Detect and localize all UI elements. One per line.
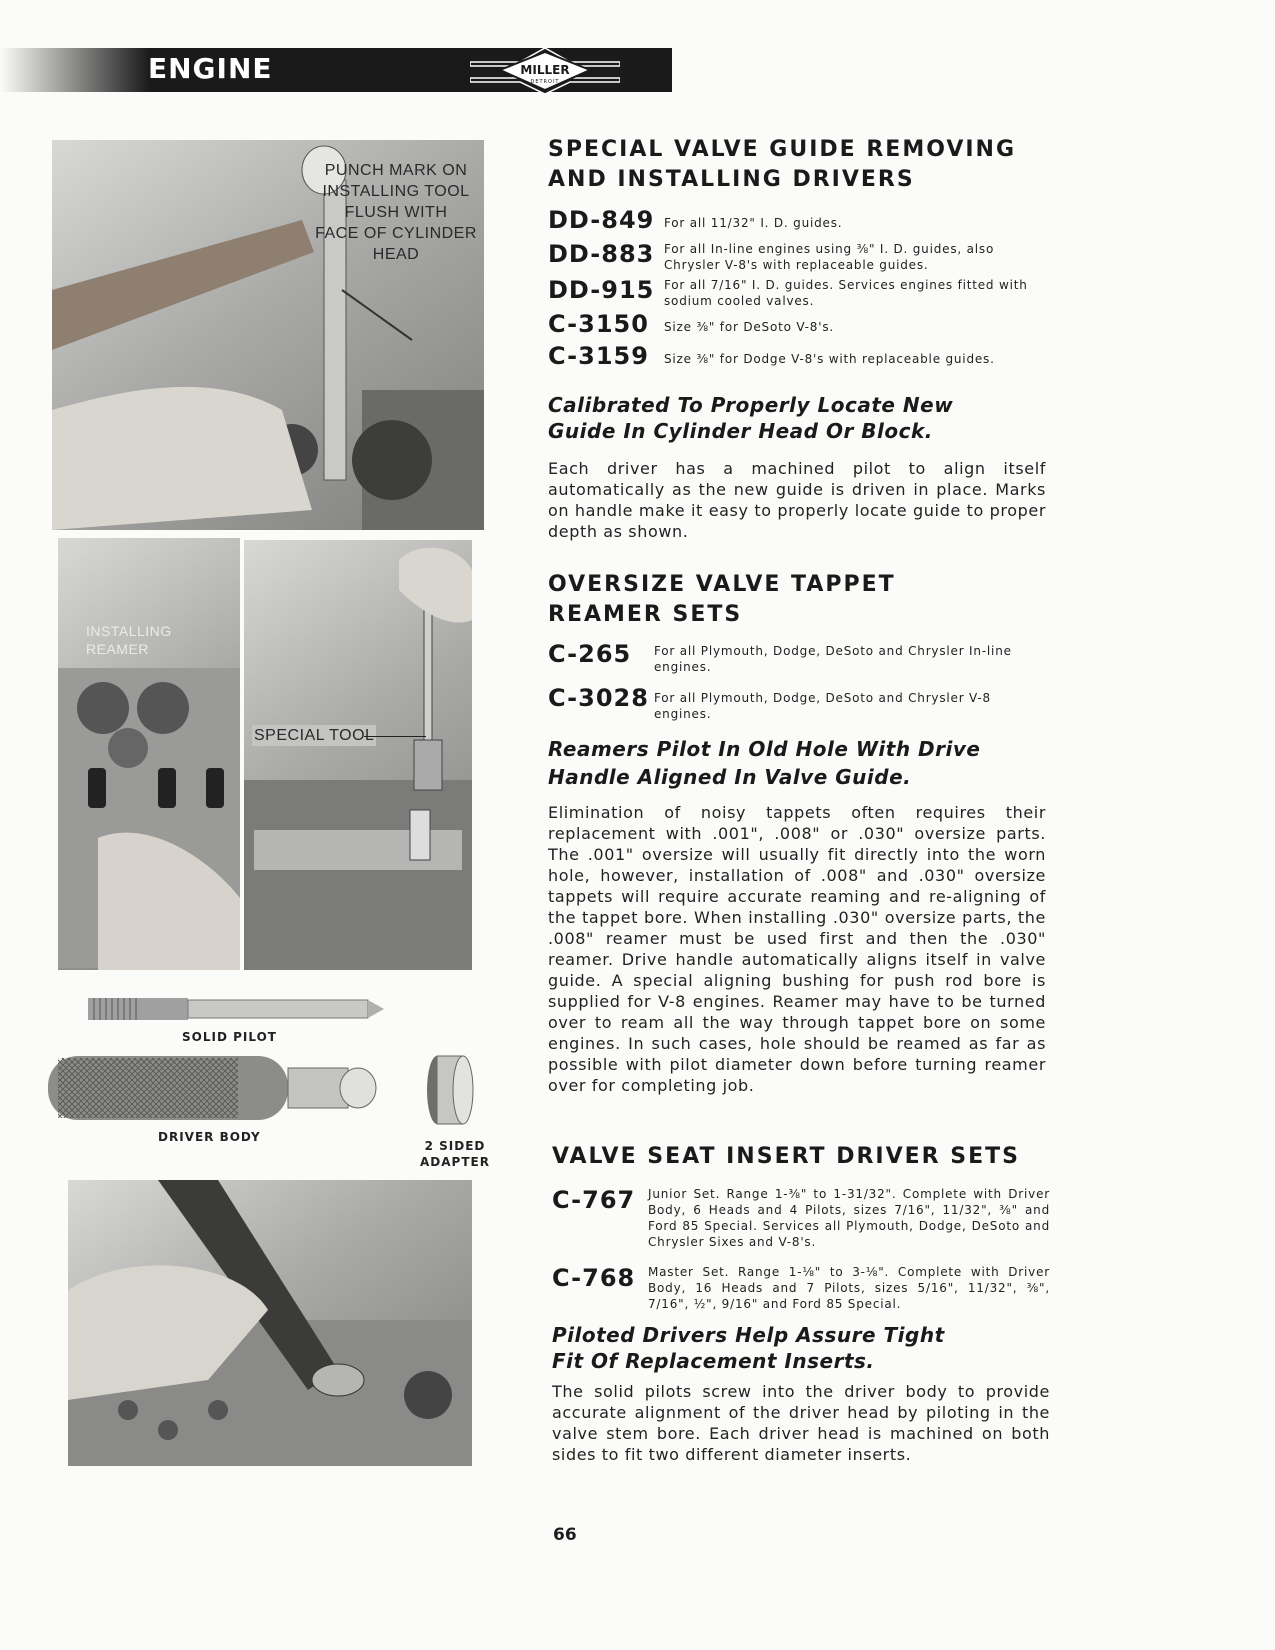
caption-line: 2 SIDED <box>424 1139 486 1153</box>
part-number: C-767 <box>552 1186 636 1214</box>
part-description: Junior Set. Range 1-⅜" to 1-31/32". Complete with Driver Body, 6 Heads and 4 Pilots, sizes 7/16", 11/32", ⅜" and Ford 85 Special. Services all Plymouth, Dodge, DeSoto and Chrysler Sixes and V-8's. <box>648 1187 1050 1249</box>
part-number: C-265 <box>548 640 632 668</box>
part-number: C-3150 <box>548 310 649 338</box>
section-2-title <box>548 570 1228 630</box>
part-description: For all 11/32" I. D. guides. <box>664 216 843 230</box>
figure-valve-seat-driver-photo <box>68 1180 472 1466</box>
part-description: Size ⅜" for Dodge V-8's with replaceable guides. <box>664 352 995 366</box>
figure-valve-guide-installing-photo <box>52 140 484 530</box>
section-2-subhead <box>548 735 1048 791</box>
title-line: AND INSTALLING DRIVERS <box>548 167 915 192</box>
part-row <box>548 240 1052 273</box>
part-row <box>548 276 1052 309</box>
driver-body-drawing <box>48 1050 388 1126</box>
driver-body-caption: DRIVER BODY <box>158 1130 261 1144</box>
callout-line: INSTALLING TOOL <box>322 183 470 200</box>
callout-line: FLUSH WITH <box>344 204 448 221</box>
part-description: For all 7/16" I. D. guides. Services engines fitted with sodium cooled valves. <box>664 278 1028 308</box>
section-3-parts-list <box>552 1186 1052 1312</box>
part-row <box>548 206 1052 234</box>
callout-line: FACE OF CYLINDER <box>315 225 477 242</box>
figure-1-callout <box>308 160 484 265</box>
figure-special-tool-photo <box>244 540 472 970</box>
subhead-line: Calibrated To Properly Locate New <box>548 393 954 417</box>
page-number: 66 <box>553 1525 577 1545</box>
part-row <box>552 1186 1050 1250</box>
part-row <box>548 684 1052 722</box>
section-3-title <box>552 1142 1232 1172</box>
miller-logo <box>470 44 620 96</box>
section-1-title <box>548 135 1228 195</box>
adapter-drawing <box>425 1050 475 1130</box>
solid-pilot-caption: SOLID PILOT <box>182 1030 277 1044</box>
section-title: ENGINE <box>148 52 273 85</box>
part-description: Size ⅜" for DeSoto V-8's. <box>664 320 835 334</box>
logo-text-top: MILLER <box>520 63 570 77</box>
subhead-line: Handle Aligned In Valve Guide. <box>548 765 912 789</box>
part-description: For all Plymouth, Dodge, DeSoto and Chrysler V-8 engines. <box>654 691 991 721</box>
part-description: For all In-line engines using ⅜" I. D. guides, also Chrysler V-8's with replaceable guides. <box>664 242 995 272</box>
figure-2-label <box>86 622 172 658</box>
subhead-line: Guide In Cylinder Head Or Block. <box>548 419 933 443</box>
part-row <box>548 342 1052 370</box>
section-1-body: Each driver has a machined pilot to align itself automatically as the new guide is driven in place. Marks on handle make it easy to properly locate guide to proper depth as shown. <box>548 459 1046 541</box>
title-line: VALVE SEAT INSERT DRIVER SETS <box>552 1144 1020 1169</box>
callout-line: HEAD <box>372 246 420 263</box>
callout-line: PUNCH MARK ON <box>324 162 468 179</box>
part-number: C-3028 <box>548 684 649 712</box>
subhead-line: Reamers Pilot In Old Hole With Drive <box>548 737 981 761</box>
label-line: INSTALLING <box>86 623 172 639</box>
part-number: DD-915 <box>548 276 655 304</box>
section-1-subhead <box>548 392 1048 444</box>
part-number: DD-883 <box>548 240 655 268</box>
section-1-parts-list <box>548 206 1058 376</box>
title-line: REAMER SETS <box>548 602 743 627</box>
part-row <box>548 640 1052 675</box>
section-3-body: The solid pilots screw into the driver body to provide accurate alignment of the driver head by piloting in the valve stem bore. Each driver head is machined on both sides to fit two different diameter inserts. <box>552 1382 1050 1464</box>
part-description: Master Set. Range 1-⅛" to 3-⅛". Complete with Driver Body, 16 Heads and 7 Pilots, sizes 5/16", 11/32", ⅜", 7/16", ½", 9/16" and Ford 85 Special. <box>648 1265 1050 1311</box>
header-banner-fade <box>0 48 150 92</box>
title-line: SPECIAL VALVE GUIDE REMOVING <box>548 137 1017 162</box>
caption-line: ADAPTER <box>420 1155 490 1169</box>
subhead-line: Piloted Drivers Help Assure Tight <box>552 1323 945 1347</box>
figure-3-label: SPECIAL TOOL <box>254 727 375 744</box>
figure-installing-reamer-photo <box>58 538 240 970</box>
section-2-parts-list <box>548 640 1058 721</box>
logo-text-bottom: DETROIT <box>530 79 560 85</box>
title-line: OVERSIZE VALVE TAPPET <box>548 572 896 597</box>
section-2-body: Elimination of noisy tappets often requires their replacement with .001", .008" or .030" oversize parts. The .001" oversize will usually fit directly into the worn hole, however, installation of .008" and .030" oversize tappets will require accurate reaming and re-aligning of the tappet bore. When installing .030" oversize parts, the .008" reamer must be used first and then the .030" reamer. Drive handle automatically aligns itself in valve guide. A special aligning bushing for push rod bore is supplied for V-8 engines. Reamer may have to be turned over to ream all the way through tappet bore on some engines. In such cases, hole should be reamed as far as possible with pilot diameter down before turning reamer over for completing job. <box>548 803 1046 1095</box>
part-number: C-3159 <box>548 342 649 370</box>
part-row <box>552 1264 1050 1312</box>
part-number: C-768 <box>552 1264 636 1292</box>
part-description: For all Plymouth, Dodge, DeSoto and Chrysler In-line engines. <box>654 644 1012 674</box>
adapter-caption <box>420 1138 490 1170</box>
label-line: REAMER <box>86 641 149 657</box>
subhead-line: Fit Of Replacement Inserts. <box>552 1349 875 1373</box>
part-row <box>548 310 1052 338</box>
section-3-subhead <box>552 1322 1052 1374</box>
solid-pilot-drawing <box>88 990 388 1026</box>
part-number: DD-849 <box>548 206 655 234</box>
special-tool-pointer <box>364 736 426 737</box>
